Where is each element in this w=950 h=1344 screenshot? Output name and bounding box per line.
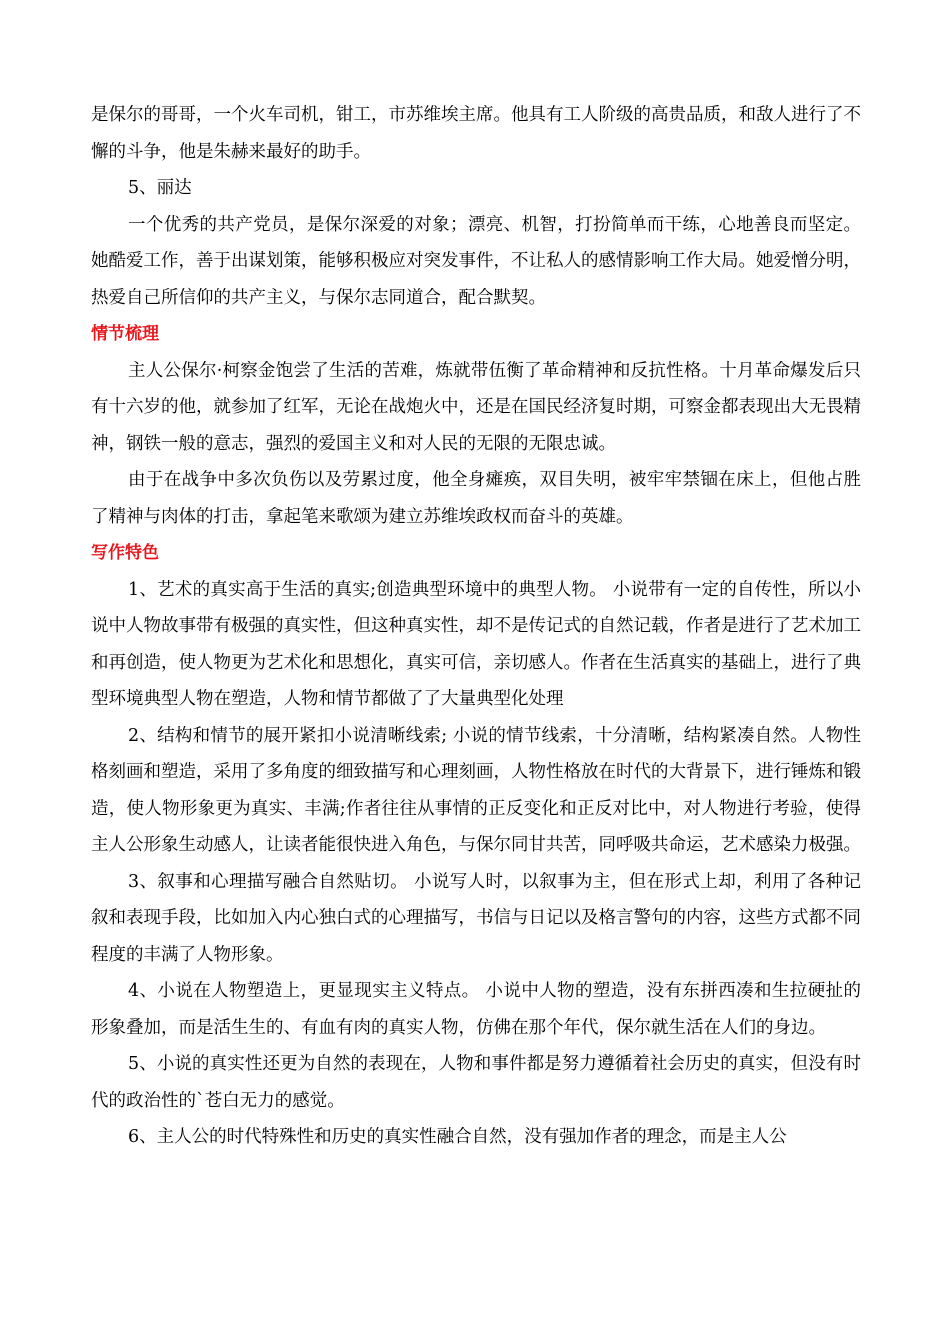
plot-heading: 情节梳理 [91, 324, 159, 344]
brother-description: 是保尔的哥哥，一个火车司机，钳工，市苏维埃主席。他具有工人阶级的高贵品质，和敌人进行了不懈的斗争，他是朱赫来最好的助手。 [91, 105, 861, 162]
rita-title: 5、丽达 [128, 178, 192, 198]
writing-paragraph-4: 4、小说在人物塑造上，更显现实主义特点。 小说中人物的塑造，没有东拼西凑和生拉硬扯的形象叠加，而是活生生的、有血有肉的真实人物，仿佛在那个年代，保尔就生活在人们的身边。 [91, 981, 861, 1038]
plot-paragraph-1: 主人公保尔·柯察金饱尝了生活的苦难，炼就带伍衡了革命精神和反抗性格。十月革命爆发后只有十六岁的他，就参加了红军，无论在战炮火中，还是在国民经济复时期，可察金都表现出大无畏精神，钢铁一般的意志，强烈的爱国主义和对人民的无限的无限忠诚。 [91, 360, 861, 454]
writing-paragraph-2: 2、结构和情节的展开紧扣小说清晰线索; 小说的情节线索，十分清晰，结构紧凑自然。人物性格刻画和塑造，采用了多角度的细致描写和心理刻画，人物性格放在时代的大背景下，进行锤炼和锻造，使人物形象更为真实、丰满;作者往往从事情的正反变化和正反对比中，对人物进行考验，使得主人公形象生动感人，让读者能很快进入角色，与保尔同甘共苦，同呼吸共命运，艺术感染力极强。 [91, 725, 861, 855]
writing-paragraph-6: 6、主人公的时代特殊性和历史的真实性融合自然，没有强加作者的理念，而是主人公 [128, 1127, 787, 1147]
writing-paragraph-3: 3、叙事和心理描写融合自然贴切。 小说写人时，以叙事为主，但在形式上却，利用了各种记叙和表现手段，比如加入内心独白式的心理描写，书信与日记以及格言警句的内容，这些方式都不同程度的丰满了人物形象。 [91, 871, 861, 965]
writing-heading: 写作特色 [91, 543, 159, 563]
writing-paragraph-5: 5、小说的真实性还更为自然的表现在，人物和事件都是努力遵循着社会历史的真实，但没有时代的政治性的`苍白无力的感觉。 [91, 1054, 861, 1111]
plot-paragraph-2: 由于在战争中多次负伤以及劳累过度，他全身瘫痪，双目失明，被牢牢禁锢在床上，但他占胜了精神与肉体的打击，拿起笔来歌颂为建立苏维埃政权而奋斗的英雄。 [91, 470, 861, 527]
rita-description: 一个优秀的共产党员，是保尔深爱的对象；漂亮、机智，打扮简单而干练，心地善良而坚定。她酷爱工作，善于出谋划策，能够积极应对突发事件，不让私人的感情影响工作大局。她爱憎分明，热爱自己所信仰的共产主义，与保尔志同道合，配合默契。 [91, 214, 861, 308]
document-page [91, 97, 861, 1156]
writing-paragraph-1: 1、艺术的真实高于生活的真实;创造典型环境中的典型人物。 小说带有一定的自传性，所以小说中人物故事带有极强的真实性，但这种真实性，却不是传记式的自然记载，作者是进行了艺术加工和再创造，使人物更为艺术化和思想化，真实可信，亲切感人。作者在生活真实的基础上，进行了典型环境典型人物在塑造，人物和情节都做了了大量典型化处理 [91, 579, 861, 709]
